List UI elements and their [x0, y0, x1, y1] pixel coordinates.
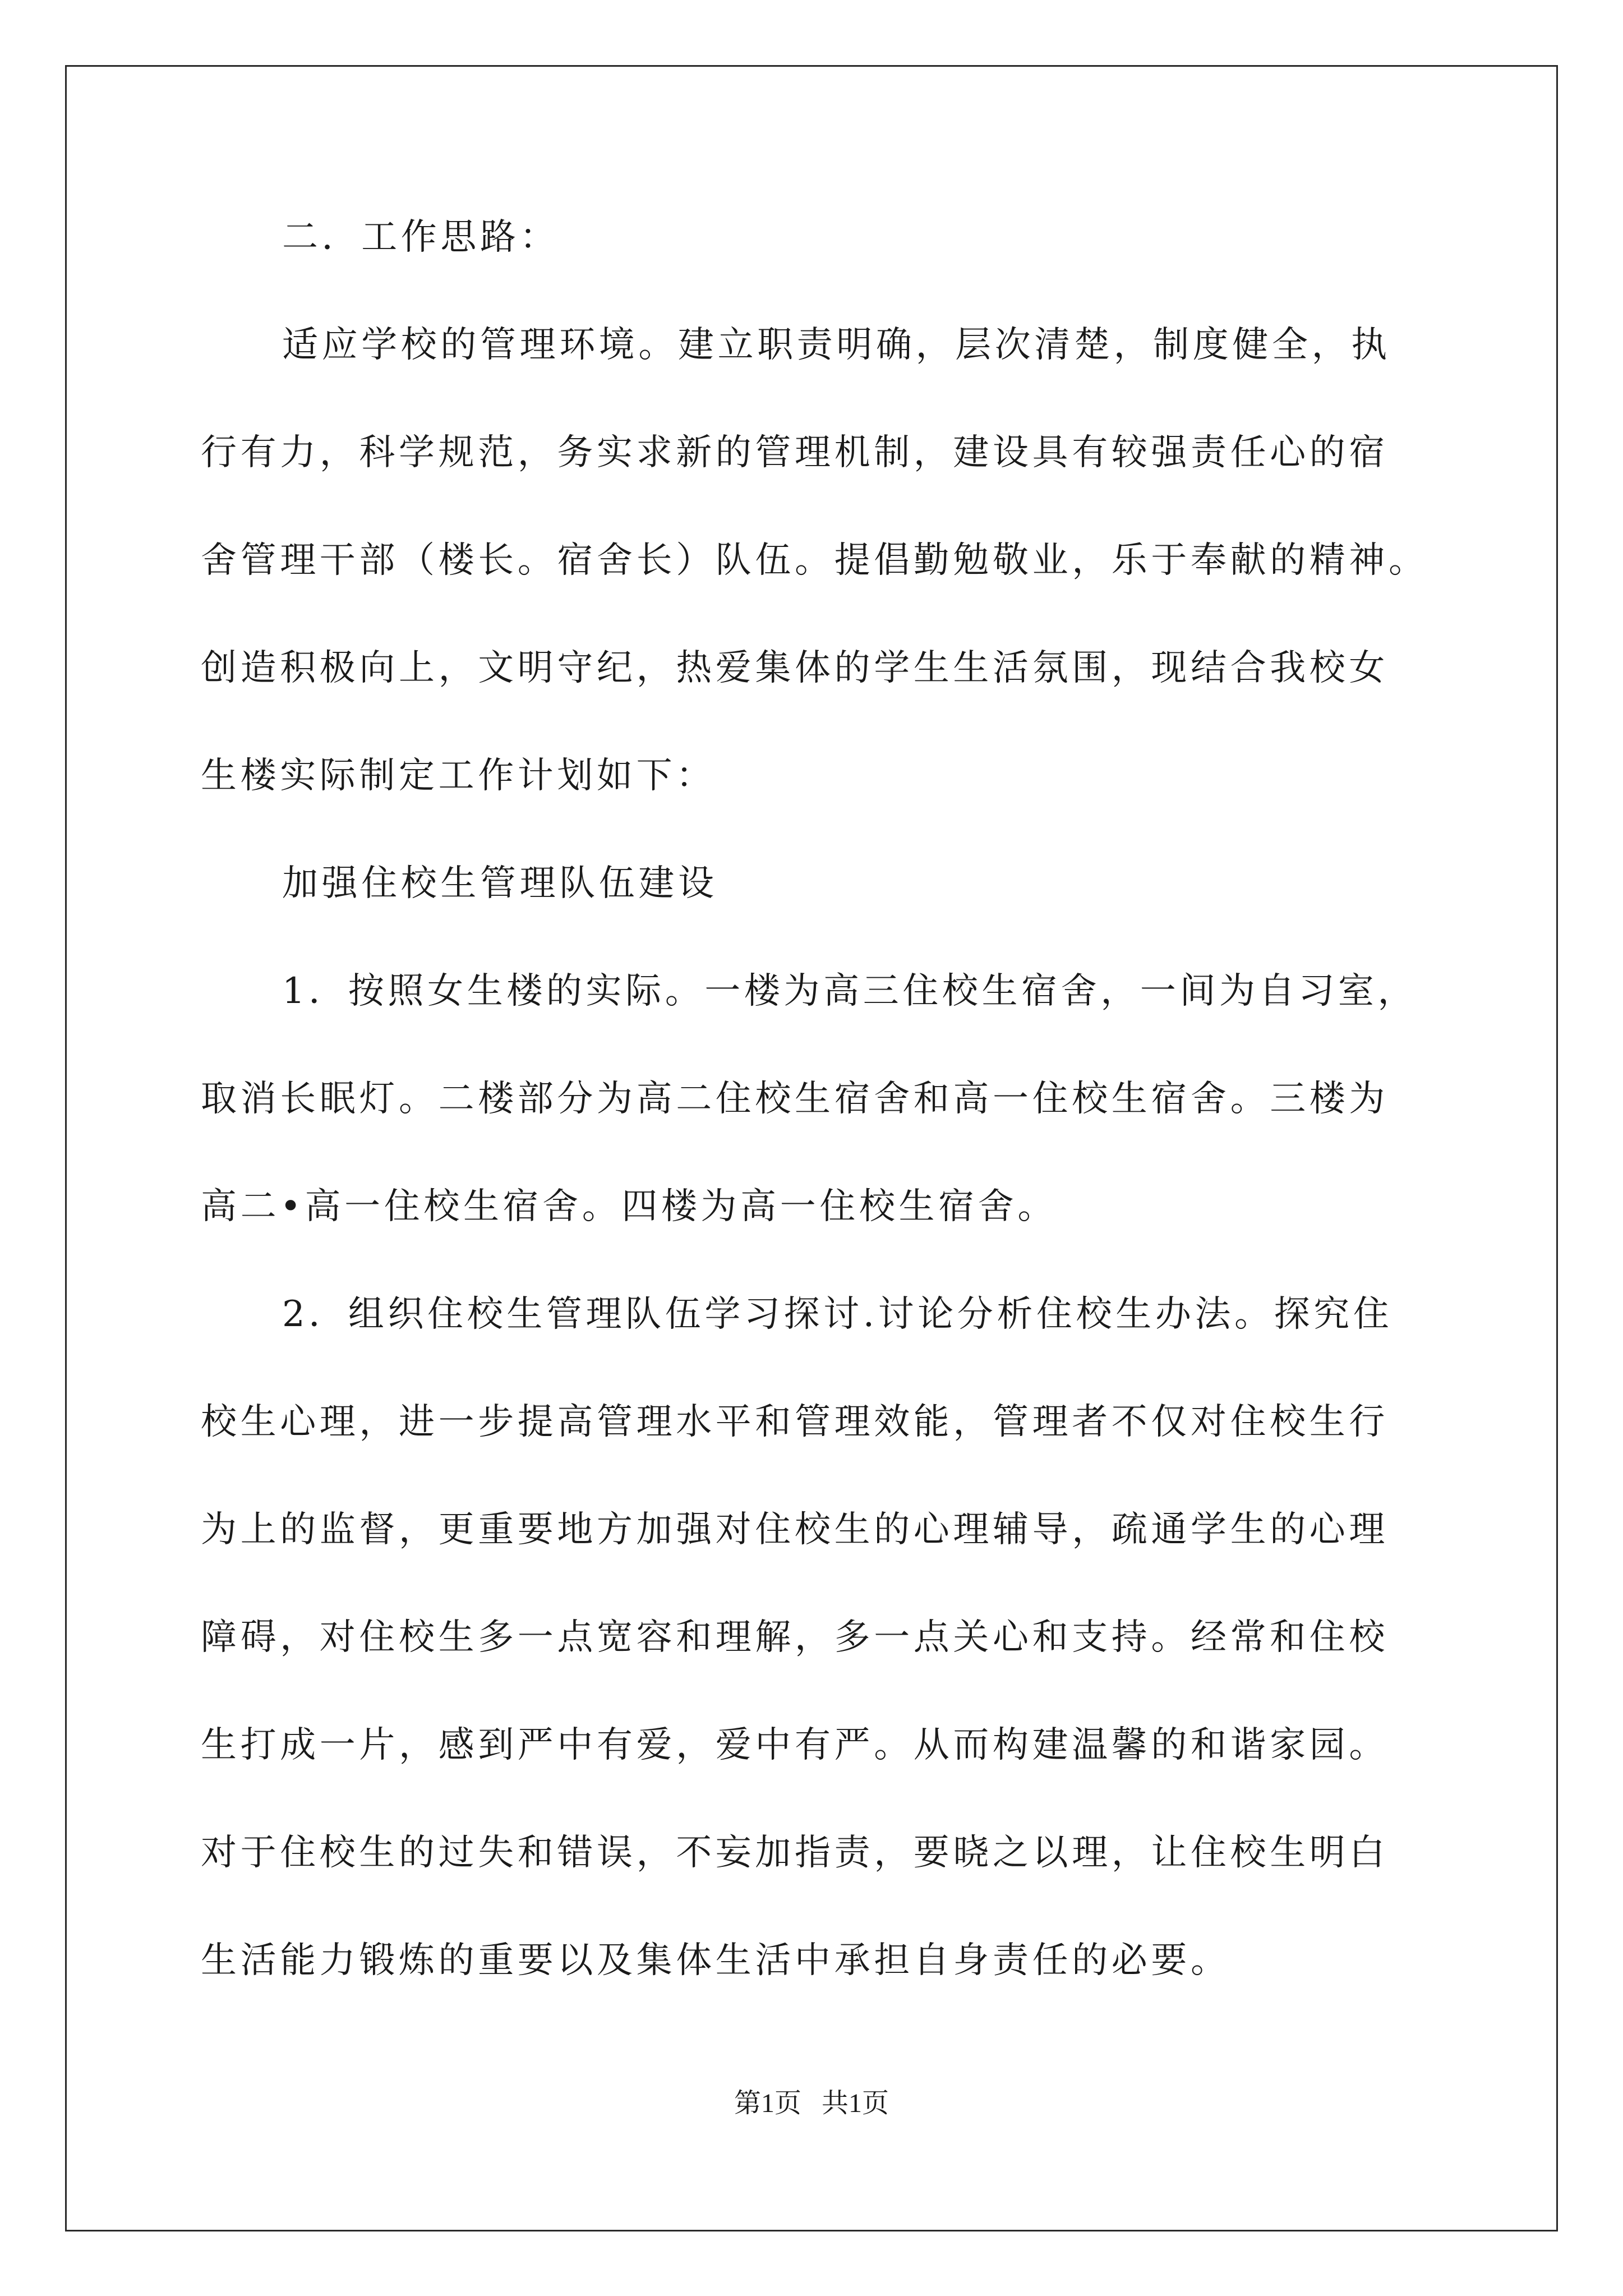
document-body	[201, 215, 1428, 1983]
paragraph-line: 行有力，科学规范，务实求新的管理机制，建设具有较强责任心的宿	[201, 432, 1389, 473]
paragraph-line: 2．组织住校生管理队伍学习探讨.讨论分析住校生办法。探究住	[282, 1294, 1393, 1335]
section-heading: 二．工作思路：	[282, 217, 560, 258]
subsection-heading: 加强住校生管理队伍建设	[282, 863, 718, 904]
paragraph-line: 障碍，对住校生多一点宽容和理解，多一点关心和支持。经常和住校	[201, 1617, 1389, 1658]
paragraph-line: 生楼实际制定工作计划如下：	[201, 755, 716, 797]
page-number-footer: 第1页 共1页	[734, 2088, 889, 2118]
paragraph-line: 适应学校的管理环境。建立职责明确，层次清楚，制度健全，执	[282, 324, 1391, 366]
paragraph-line: 1．按照女生楼的实际。一楼为高三住校生宿舍，一间为自习室，	[282, 970, 1418, 1012]
paragraph-line: 校生心理，进一步提高管理水平和管理效能，管理者不仅对住校生行	[201, 1401, 1389, 1443]
paragraph-line: 高二•高一住校生宿舍。四楼为高一住校生宿舍。	[201, 1186, 1057, 1227]
paragraph-line: 对于住校生的过失和错误，不妄加指责，要晓之以理，让住校生明白	[201, 1832, 1389, 1874]
paragraph-line: 生打成一片，感到严中有爱，爱中有严。从而构建温馨的和谐家园。	[201, 1724, 1389, 1766]
paragraph-line: 创造积极向上，文明守纪，热爱集体的学生生活氛围，现结合我校女	[201, 647, 1389, 689]
paragraph-line: 为上的监督，更重要地方加强对住校生的心理辅导，疏通学生的心理	[201, 1509, 1389, 1550]
paragraph-line: 生活能力锻炼的重要以及集体生活中承担自身责任的必要。	[201, 1940, 1230, 1981]
paragraph-line: 取消长眠灯。二楼部分为高二住校生宿舍和高一住校生宿舍。三楼为	[201, 1078, 1389, 1120]
paragraph-line: 舍管理干部（楼长。宿舍长）队伍。提倡勤勉敬业，乐于奉献的精神。	[201, 540, 1428, 581]
